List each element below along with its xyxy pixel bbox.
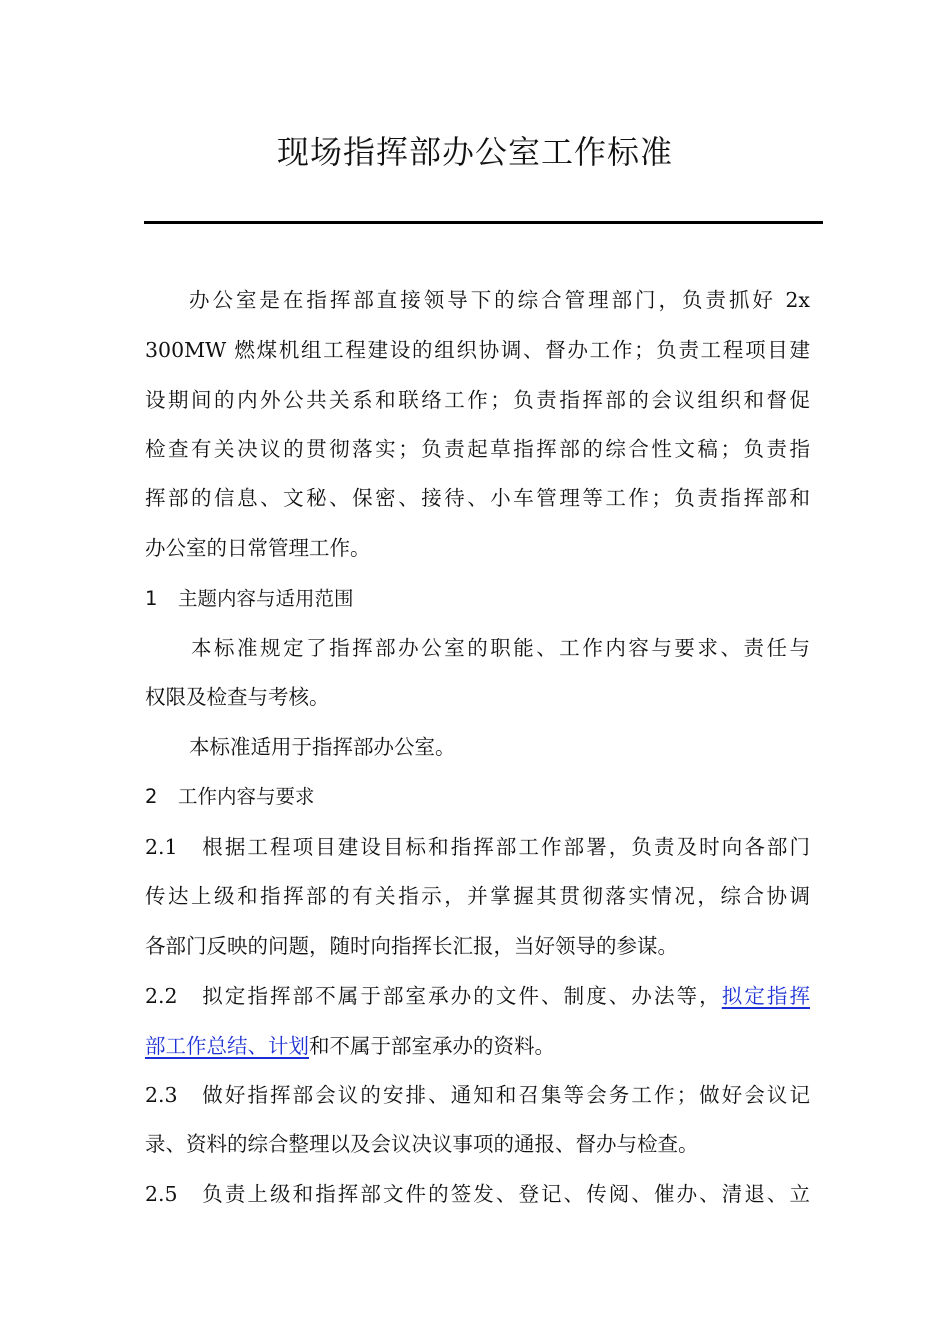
document-title: 现场指挥部办公室工作标准 bbox=[276, 133, 673, 171]
item-2-1-line-1: 2.1 根据工程项目建设目标和指挥部工作部署，负责及时向各部门 bbox=[145, 835, 810, 859]
item-2-3-line-1: 2.3 做好指挥部会议的安排、通知和召集等会务工作；做好会议记 bbox=[145, 1083, 810, 1107]
item-2-2-line-2 bbox=[145, 1029, 810, 1063]
item-2-1-line-3: 各部门反映的问题，随时向指挥长汇报，当好领导的参谋。 bbox=[145, 934, 678, 958]
item-2-3-line-2: 录、资料的综合整理以及会议决议事项的通报、督办与检查。 bbox=[145, 1132, 699, 1156]
section-1-p2: 本标准适用于指挥部办公室。 bbox=[189, 735, 456, 759]
intro-line-5: 挥部的信息、文秘、保密、接待、小车管理等工作；负责指挥部和 bbox=[145, 486, 810, 510]
section-2-number: 2 bbox=[145, 785, 158, 808]
section-1-p1-line-1: 本标准规定了指挥部办公室的职能、工作内容与要求、责任与 bbox=[191, 636, 810, 660]
work-plan-link[interactable]: 部工作总结、计划 bbox=[145, 1034, 309, 1058]
intro-line-2: 300MW 燃煤机组工程建设的组织协调、督办工作；负责工程项目建 bbox=[145, 338, 810, 362]
item-2-1-line-2: 传达上级和指挥部的有关指示，并掌握其贯彻落实情况，综合协调 bbox=[145, 884, 810, 908]
item-2-2-text-1: 2.2 拟定指挥部不属于部室承办的文件、制度、办法等， bbox=[145, 984, 722, 1008]
section-2-heading bbox=[145, 780, 315, 814]
intro-line-3: 设期间的内外公共关系和联络工作；负责指挥部的会议组织和督促 bbox=[145, 388, 810, 412]
item-2-2-line-1 bbox=[145, 979, 810, 1013]
section-2-title: 工作内容与要求 bbox=[178, 785, 315, 808]
item-2-2-text-2: 和不属于部室承办的资料。 bbox=[309, 1034, 555, 1058]
intro-line-6: 办公室的日常管理工作。 bbox=[145, 536, 371, 560]
work-summary-link[interactable]: 拟定指挥 bbox=[721, 984, 811, 1008]
section-1-title: 主题内容与适用范围 bbox=[178, 587, 354, 610]
section-1-p1-line-2: 权限及检查与考核。 bbox=[145, 685, 330, 709]
section-1-heading bbox=[145, 582, 354, 616]
intro-line-1: 办公室是在指挥部直接领导下的综合管理部门，负责抓好 2x bbox=[189, 288, 810, 312]
title-divider bbox=[144, 221, 823, 224]
section-1-number: 1 bbox=[145, 587, 158, 610]
intro-line-4: 检查有关决议的贯彻落实；负责起草指挥部的综合性文稿；负责指 bbox=[145, 437, 810, 461]
item-2-5-line-1: 2.5 负责上级和指挥部文件的签发、登记、传阅、催办、清退、立 bbox=[145, 1182, 810, 1206]
